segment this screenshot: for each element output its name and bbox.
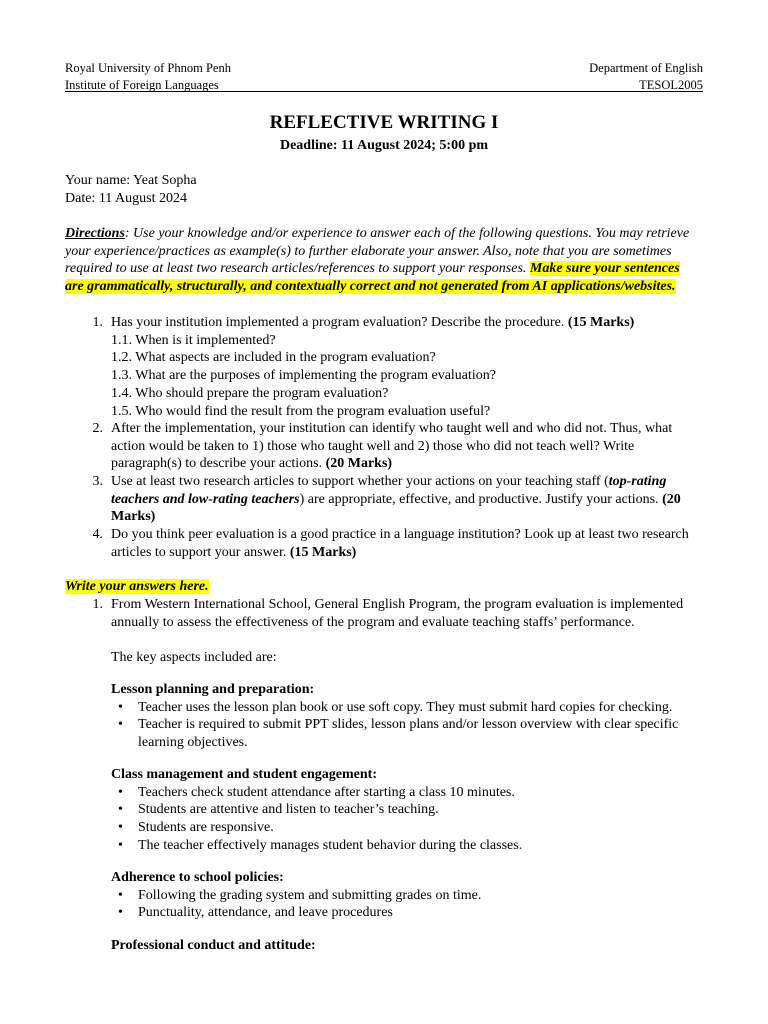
directions: Directions: Use your knowledge and/or experience to answer each of the following questions. You may retrieve your experience/practices as example(s) to further elaborate your answer. Also, note that you are sometimes required to use at least two research articles/references to support your responses. Make sure your sentences are grammatically, structurally, and contextually correct and not generated from AI applications/websites. (65, 226, 690, 295)
emphasis-text: top-rating (608, 474, 667, 489)
question-marks: (20 Marks) (325, 456, 393, 472)
question-number: 4. (92, 527, 103, 542)
question-marks: (20 (662, 491, 681, 507)
question-marks-cont: Marks) (111, 509, 156, 525)
sub-question: 1.5. Who would find the result from the program evaluation useful? (111, 403, 491, 419)
question-number: 2. (92, 421, 103, 436)
question-2: 2. After the implementation, your institution can identify who taught well and who did not. Thus, what action would be taken to 1) those who taught well and 2) those who did not teach well? Write paragraph(s) to describe your actions. (20 Marks) (65, 420, 703, 473)
list-item: Students are responsive. (138, 820, 274, 836)
list-item: Teacher is required to submit PPT slides, lesson plans and/or lesson overview with clear specific learning objectives. (138, 717, 679, 751)
answers-heading: Write your answers here. (65, 579, 209, 594)
institute-name: Institute of Foreign Languages (65, 78, 219, 92)
bullet: • (118, 699, 123, 715)
section-heading: Professional conduct and attitude: (111, 938, 316, 953)
question-number: 3. (92, 474, 103, 489)
list-item: Teachers check student attendance after starting a class 10 minutes. (138, 784, 515, 800)
submission-date: Date: 11 August 2024 (65, 190, 187, 206)
document-title: REFLECTIVE WRITING I (269, 112, 499, 133)
list-item: Punctuality, attendance, and leave procedures (138, 905, 393, 921)
question-1: 1. Has your institution implemented a program evaluation? Describe the procedure. (15 Marks) 1.1. When is it implemented? 1.2. What aspects are included in the program evaluation? 1.3. What are the purposes of implementing the program evaluation? 1.4. Who should prepare the program evaluation? 1.5. Who would find the result from the program evaluation useful? (65, 314, 703, 420)
directions-warning: Make sure your sentences (529, 261, 680, 277)
bullet: • (118, 717, 123, 733)
section-heading: Adherence to school policies: (111, 870, 284, 885)
section-heading: Class management and student engagement: (111, 767, 377, 782)
sub-question: 1.1. When is it implemented? (111, 332, 276, 348)
emphasis-text: teachers and low-rating teachers (111, 491, 300, 507)
question-number: 1. (92, 315, 103, 330)
deadline: Deadline: 11 August 2024; 5:00 pm (279, 138, 489, 153)
list-item: Students are attentive and listen to teacher’s teaching. (138, 802, 439, 818)
bullet: • (118, 784, 123, 800)
list-item: Teacher uses the lesson plan book or use soft copy. They must submit hard copies for checking. (138, 699, 673, 715)
bullet: • (118, 820, 123, 836)
sub-question: 1.3. What are the purposes of implementing the program evaluation? (111, 368, 497, 384)
list-item: Following the grading system and submitting grades on time. (138, 887, 482, 903)
sub-question: 1.2. What aspects are included in the program evaluation? (111, 350, 436, 366)
list-item: The teacher effectively manages student behavior during the classes. (138, 837, 523, 853)
bullet: • (118, 887, 123, 903)
directions-warning-cont: are grammatically, structurally, and contextually correct and not generated from AI applications/websites. (65, 279, 676, 295)
bullet: • (118, 837, 123, 853)
sub-question: 1.4. Who should prepare the program evaluation? (111, 385, 389, 401)
bullet: • (118, 802, 123, 818)
question-marks: (15 Marks) (567, 315, 635, 330)
question-marks: (15 Marks) (289, 544, 357, 560)
bullet: • (118, 905, 123, 921)
student-name: Your name: Yeat Sopha (65, 173, 197, 188)
section-heading: Lesson planning and preparation: (111, 682, 315, 697)
question-3: 3. Use at least two research articles to support whether your actions on your teaching staff (top-rating teachers and low-rating teachers) are appropriate, effective, and productive. Justify your actions. (20 Marks) (65, 473, 703, 526)
university-name: Royal University of Phnom Penh (65, 61, 231, 75)
question-list (65, 314, 703, 562)
directions-label: Directions (65, 226, 125, 241)
department-name: Department of English (589, 61, 703, 75)
header-divider (65, 91, 703, 92)
answer-number: 1. (92, 597, 103, 612)
student-info (65, 172, 703, 207)
question-4: 4. Do you think peer evaluation is a good practice in a language institution? Look up at least two research articles to support your answer. (15 Marks) (65, 526, 703, 562)
course-code: TESOL2005 (639, 78, 703, 92)
